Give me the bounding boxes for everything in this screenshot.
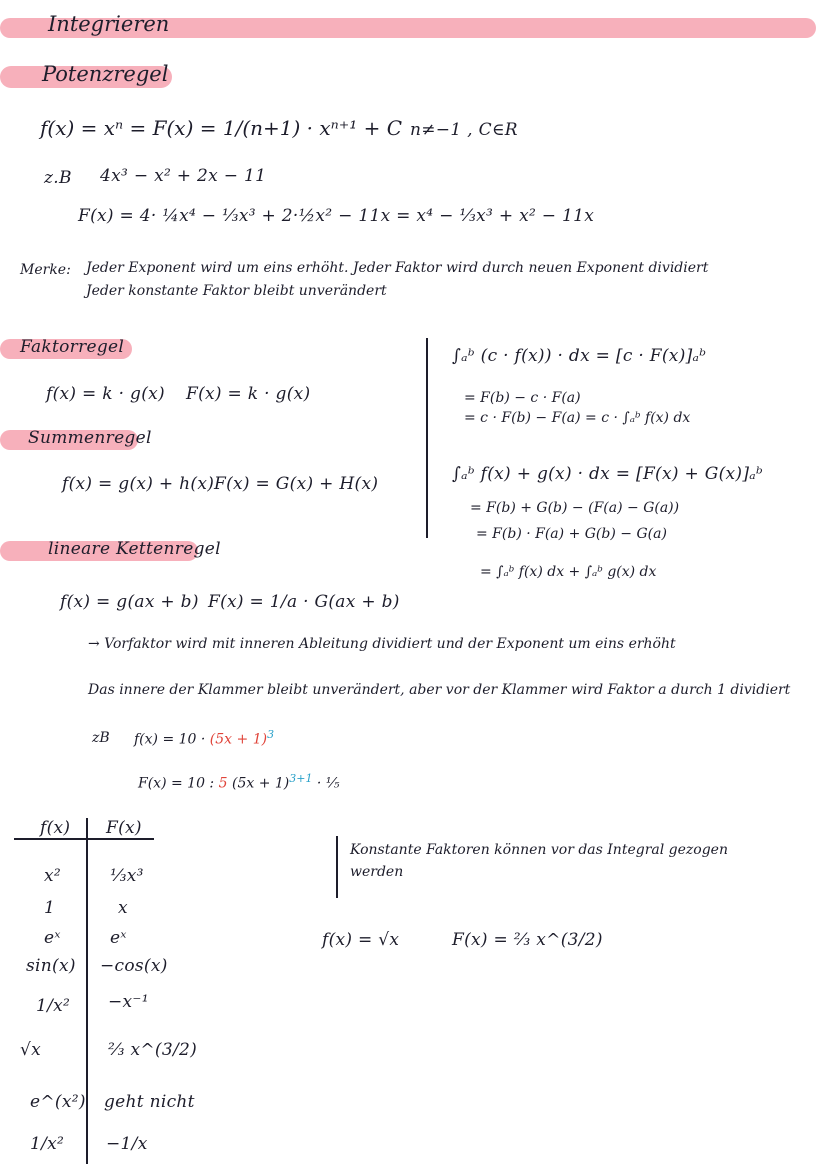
- faktorregel-f: f(x) = k · g(x): [46, 384, 165, 404]
- example-function: 4x³ − x² + 2x − 11: [100, 166, 267, 186]
- kettenregel-f: f(x) = g(ax + b): [60, 592, 199, 612]
- side-note-example-F: F(x) = ⅔ x^(3/2): [452, 930, 603, 950]
- proof-divider: [426, 338, 428, 538]
- kettenregel-example-label: zB: [92, 730, 110, 746]
- merke-line-1: Jeder Exponent wird um eins erhöht. Jeder Faktor wird durch neuen Exponent dividiert: [86, 260, 709, 276]
- ex-F-exponent: 3+1: [289, 772, 313, 785]
- ex-F-factor: 5: [218, 775, 228, 792]
- proof-summe-line-3: = F(b) · F(a) + G(b) − G(a): [476, 526, 667, 542]
- kettenregel-example-F: [138, 772, 339, 792]
- proof-faktor-line-2: = F(b) − c · F(a): [464, 390, 581, 406]
- table-row-3-F: −cos(x): [100, 956, 168, 976]
- ex-f-exponent: 3: [267, 728, 275, 741]
- kettenregel-heading: lineare Kettenregel: [48, 539, 221, 559]
- faktorregel-F: F(x) = k · g(x): [186, 384, 311, 404]
- example-label: z.B: [44, 168, 72, 188]
- table-row-6-F: geht nicht: [104, 1092, 195, 1112]
- table-header-F: F(x): [106, 818, 142, 838]
- merke-label: Merke:: [20, 262, 71, 278]
- table-row-4-f: 1/x²: [36, 996, 71, 1016]
- table-row-5-f: √x: [20, 1040, 42, 1060]
- table-header-f: f(x): [40, 818, 71, 838]
- table-row-7-F: −1/x: [106, 1134, 148, 1154]
- ex-f-inner: (5x + 1): [209, 731, 268, 748]
- kettenregel-note-2: Das innere der Klammer bleibt unverändert, aber vor der Klammer wird Faktor a durch 1 dividiert: [88, 682, 791, 698]
- table-row-0-F: ⅓x³: [110, 866, 144, 886]
- table-header-rule: [14, 838, 154, 840]
- ex-F-mid: (5x + 1): [227, 775, 290, 792]
- side-note-line-2: werden: [350, 864, 404, 880]
- example-antiderivative: F(x) = 4· ¼x⁴ − ⅓x³ + 2·½x² − 11x = x⁴ − ⅓x³ + x² − 11x: [78, 206, 595, 226]
- side-note-bar: [336, 836, 338, 898]
- proof-faktor-line-3: = c · F(b) − F(a) = c · ∫ₐᵇ f(x) dx: [464, 410, 691, 426]
- ex-f-prefix: f(x) = 10 ·: [134, 731, 210, 748]
- table-row-6-f: e^(x²): [30, 1092, 86, 1112]
- merke-line-2: Jeder konstante Faktor bleibt unverändert: [86, 283, 387, 299]
- side-note-line-1: Konstante Faktoren können vor das Integral gezogen: [350, 842, 728, 858]
- table-row-1-f: 1: [44, 898, 56, 918]
- potenzregel-heading: Potenzregel: [42, 62, 169, 86]
- kettenregel-example-f: [134, 728, 274, 748]
- table-row-3-f: sin(x): [26, 956, 76, 976]
- proof-faktor-line-1: ∫ₐᵇ (c · f(x)) · dx = [c · F(x)]ₐᵇ: [452, 346, 707, 366]
- ex-F-prefix: F(x) = 10 :: [138, 775, 219, 792]
- summenregel-f: f(x) = g(x) + h(x): [62, 474, 215, 494]
- table-row-4-F: −x⁻¹: [108, 992, 149, 1012]
- summenregel-F: F(x) = G(x) + H(x): [214, 474, 379, 494]
- table-row-1-F: x: [118, 898, 128, 918]
- table-row-0-f: x²: [44, 866, 62, 886]
- kettenregel-note-1: → Vorfaktor wird mit inneren Ableitung dividiert und der Exponent um eins erhöht: [88, 636, 676, 652]
- table-row-7-f: 1/x²: [30, 1134, 65, 1154]
- side-note-example-f: f(x) = √x: [322, 930, 400, 950]
- summenregel-heading: Summenregel: [28, 428, 152, 448]
- table-row-5-F: ⅔ x^(3/2): [108, 1040, 198, 1060]
- ex-F-suffix: · ⅕: [312, 775, 340, 792]
- faktorregel-heading: Faktorregel: [20, 337, 125, 357]
- table-row-2-f: eˣ: [44, 928, 61, 948]
- kettenregel-F: F(x) = 1/a · G(ax + b): [208, 592, 400, 612]
- potenzregel-rule: f(x) = xⁿ = F(x) = 1/(n+1) · xⁿ⁺¹ + C: [40, 116, 403, 140]
- proof-summe-line-1: ∫ₐᵇ f(x) + g(x) · dx = [F(x) + G(x)]ₐᵇ: [452, 464, 764, 484]
- proof-summe-line-4: = ∫ₐᵇ f(x) dx + ∫ₐᵇ g(x) dx: [480, 564, 657, 580]
- proof-summe-line-2: = F(b) + G(b) − (F(a) − G(a)): [470, 500, 680, 516]
- table-row-2-F: eˣ: [110, 928, 127, 948]
- potenzregel-condition: n≠−1 , C∈R: [410, 120, 518, 140]
- page-title: Integrieren: [48, 12, 170, 36]
- table-column-rule: [86, 818, 88, 1164]
